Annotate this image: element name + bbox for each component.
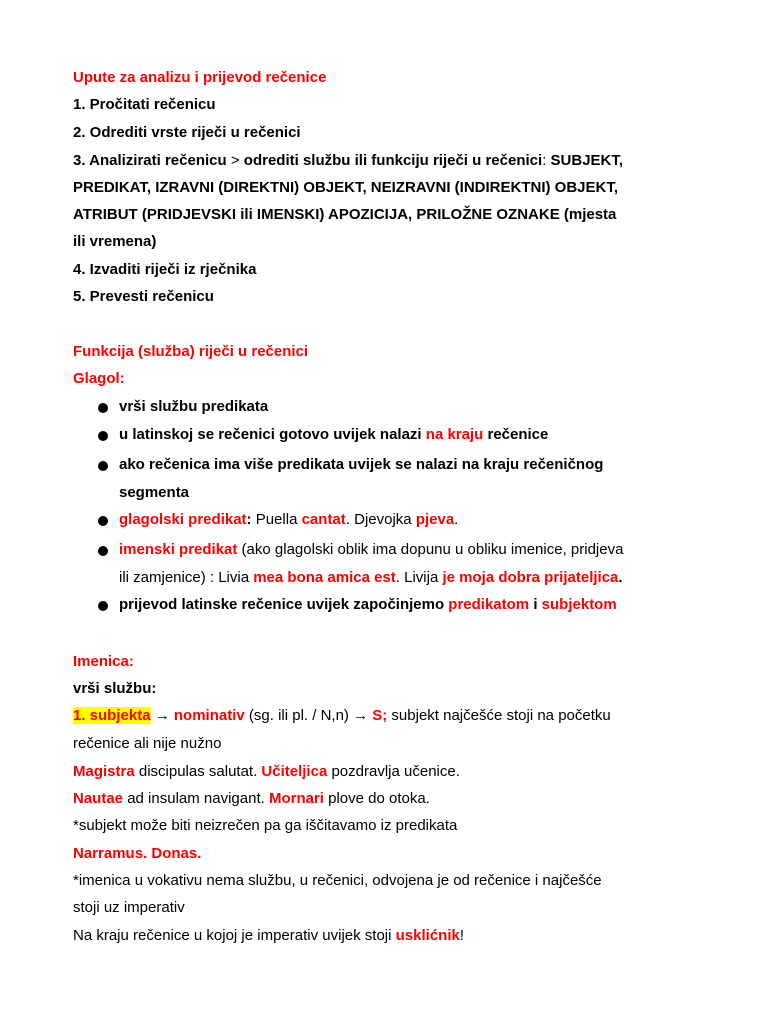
example-2-latin-rest: ad insulam navigant. [123, 790, 269, 807]
bullet-4-latin-verb: cantat [301, 511, 346, 528]
bullet-dot [98, 516, 108, 526]
s-label: S; [372, 707, 388, 724]
bullet-dot [98, 546, 108, 556]
step-2: 2. Odrediti vrste riječi u rečenici [73, 124, 301, 141]
imenski-predikat-label: imenski predikat [119, 541, 238, 558]
step-5: 5. Prevesti rečenicu [73, 288, 214, 305]
step-3-text-b: odrediti službu ili funkciju riječi u rečenici [243, 152, 543, 169]
bullet-dot [98, 461, 108, 471]
step-3-line-3: ATRIBUT (PRIDJEVSKI ili IMENSKI) APOZICIJA, PRILOŽNE OZNAKE (mjesta [73, 206, 617, 223]
note-2-line-2: stoji uz imperativ [73, 899, 185, 916]
bullet-5-text-3: . Livija [395, 569, 443, 586]
note-1: *subjekt može biti neizrečen pa ga iščitavamo iz predikata [73, 817, 458, 834]
glagol-bullet-5-line-1 [119, 541, 623, 559]
bullet-dot [98, 601, 108, 611]
glagol-bullet-3-line-1: ako rečenica ima više predikata uvijek se nalazi na kraju rečeničnog [119, 456, 604, 473]
last-line-text: Na kraju rečenice u kojoj je imperativ uvijek stoji [73, 927, 396, 944]
example-1 [73, 763, 460, 781]
glagol-bullet-2 [119, 426, 548, 444]
step-3-colon: : [542, 152, 551, 169]
bullet-5-croatian: je moja dobra prijateljica [442, 569, 619, 586]
step-3-text: 3. Analizirati rečenicu [73, 152, 227, 169]
subjekt-text: (sg. ili pl. / N,n) → [244, 707, 373, 724]
step-3-line-2: PREDIKAT, IZRAVNI (DIREKTNI) OBJEKT, NEIZRAVNI (INDIREKTNI) OBJEKT, [73, 179, 619, 196]
glagol-bullet-3-line-2: segmenta [119, 484, 190, 501]
instructions-title: Upute za analizu i prijevod rečenice [73, 69, 327, 86]
bullet-2-highlight: na kraju [425, 426, 484, 443]
example-1-latin-rest: discipulas salutat. [134, 763, 262, 780]
example-1-croatian-subject: Učiteljica [261, 763, 328, 780]
step-3-line-1 [73, 152, 623, 170]
last-line-end: ! [459, 927, 465, 944]
bullet-6-and: i [529, 596, 542, 613]
subjekt-line-1 [73, 707, 611, 725]
bullet-5-latin: mea bona amica est [253, 569, 396, 586]
subjekt-arrow: → [150, 707, 174, 724]
narramus-example: Narramus. Donas. [73, 845, 202, 862]
usklicnik-word: usklićnik [395, 927, 460, 944]
glagol-heading: Glagol: [73, 370, 125, 387]
glagolski-predikat-label: glagolski predikat [119, 511, 247, 528]
example-2-croatian-subject: Mornari [268, 790, 324, 807]
bullet-4-text-2: . Djevojka [345, 511, 416, 528]
note-2-line-1: *imenica u vokativu nema službu, u rečenici, odvojena je od rečenice i najčešće [73, 872, 602, 889]
example-1-latin-subject: Magistra [73, 763, 135, 780]
subjekt-text-2: subjekt najčešće stoji na početku [387, 707, 611, 724]
subjekt-line-2: rečenice ali nije nužno [73, 735, 222, 752]
bullet-5-text: (ako glagolski oblik ima dopunu u obliku imenice, pridjeva [237, 541, 624, 558]
bullet-6-subjektom: subjektom [541, 596, 617, 613]
glagol-bullet-4 [119, 511, 458, 529]
bullet-dot [98, 403, 108, 413]
example-1-croatian-rest: pozdravlja učenice. [327, 763, 460, 780]
bullet-6-text: prijevod latinske rečenice uvijek započinjemo [119, 596, 449, 613]
bullet-4-croatian-verb: pjeva [415, 511, 455, 528]
step-3-gt: > [226, 152, 244, 169]
vrsi-sluzbu: vrši službu: [73, 680, 157, 697]
bullet-4-text: Puella [251, 511, 302, 528]
function-title: Funkcija (služba) riječi u rečenici [73, 343, 309, 360]
bullet-dot [98, 431, 108, 441]
bullet-2-text: u latinskoj se rečenici gotovo uvijek nalazi [119, 426, 426, 443]
glagol-bullet-5-line-2 [119, 569, 623, 587]
glagol-bullet-1: vrši službu predikata [119, 398, 269, 415]
bullet-6-predikatom: predikatom [448, 596, 530, 613]
step-1: 1. Pročitati rečenicu [73, 96, 216, 113]
step-3-line-4: ili vremena) [73, 233, 157, 250]
example-2 [73, 790, 430, 808]
bullet-4-colon: : [246, 511, 252, 528]
bullet-5-text-2: ili zamjenice) : Livia [119, 569, 254, 586]
bullet-4-period: . [454, 511, 459, 528]
glagol-bullet-6 [119, 596, 617, 614]
last-line [73, 927, 464, 945]
bullet-5-period: . [618, 569, 623, 586]
bullet-2-end: rečenice [483, 426, 549, 443]
nominativ-label: nominativ [173, 707, 245, 724]
step-4: 4. Izvaditi riječi iz rječnika [73, 261, 257, 278]
imenica-heading: Imenica: [73, 653, 134, 670]
subjekta-highlight: 1. subjekta [73, 707, 151, 724]
example-2-croatian-rest: plove do otoka. [323, 790, 430, 807]
step-3-text-c: SUBJEKT, [550, 152, 624, 169]
example-2-latin-subject: Nautae [73, 790, 124, 807]
